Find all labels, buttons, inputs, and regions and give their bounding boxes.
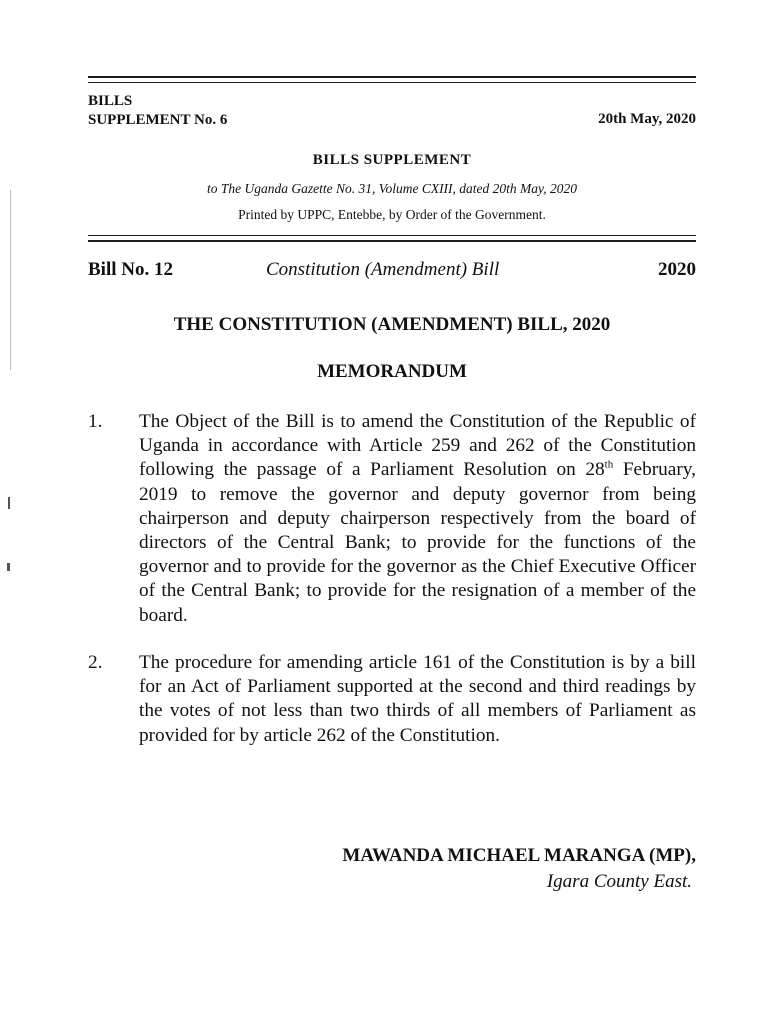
bill-full-title: THE CONSTITUTION (AMENDMENT) BILL, 2020	[173, 314, 611, 335]
signatory-name: MAWANDA MICHAEL MARANGA (MP),	[342, 845, 696, 866]
memorandum-paragraph-2	[88, 651, 696, 748]
paragraph-number: 1.	[88, 411, 103, 432]
paragraph-number: 2.	[88, 652, 103, 673]
signatory-constituency: Igara County East.	[546, 871, 692, 892]
top-rule-thin	[88, 82, 696, 83]
paragraph-text: The procedure for amending article 161 of the Constitution is by a bill for an Act of Parliament supported at the second and third readings by the votes of not less than two thirds of all members of Parliament as provided for by article 262 of the Constitution.	[139, 652, 696, 746]
scan-margin-mark	[7, 563, 10, 571]
ordinal-superscript: th	[604, 458, 614, 471]
header-rule-thick	[88, 240, 696, 242]
memorandum-paragraph-1	[88, 410, 696, 628]
supplement-date: 20th May, 2020	[598, 111, 696, 127]
supplement-title: BILLS SUPPLEMENT	[312, 152, 472, 168]
printed-by-line: Printed by UPPC, Entebbe, by Order of the Government.	[238, 207, 546, 222]
supplement-label-line1: BILLS	[88, 93, 133, 109]
paragraph-text-part: The Object of the Bill is to amend the Constitution of the Republic of Uganda in accordance with Article 259 and 262 of the Constitution following the passage of a Parliament Resolution on 28	[139, 411, 696, 481]
gazette-line: to The Uganda Gazette No. 31, Volume CXIII, dated 20th May, 2020	[206, 181, 578, 196]
top-rule-thick	[88, 76, 696, 78]
scan-margin-mark	[10, 190, 11, 370]
paragraph-text-part: February, 2019 to remove the governor and deputy governor from being chairperson and deputy chairperson respectively from the board of directors of the Central Bank; to provide for the functions of the governor and to provide for the governor as the Chief Executive Officer of the Central Bank; to provide for the resignation of a member of the board.	[139, 459, 696, 626]
scan-margin-mark	[8, 497, 10, 509]
bill-short-title: Constitution (Amendment) Bill	[266, 259, 500, 280]
supplement-label-line2: SUPPLEMENT No. 6	[88, 112, 228, 128]
header-rule-thin	[88, 235, 696, 236]
bill-number: Bill No. 12	[88, 259, 173, 280]
memorandum-heading: MEMORANDUM	[317, 361, 467, 382]
paragraph-text	[139, 410, 696, 628]
bill-year: 2020	[658, 259, 696, 280]
